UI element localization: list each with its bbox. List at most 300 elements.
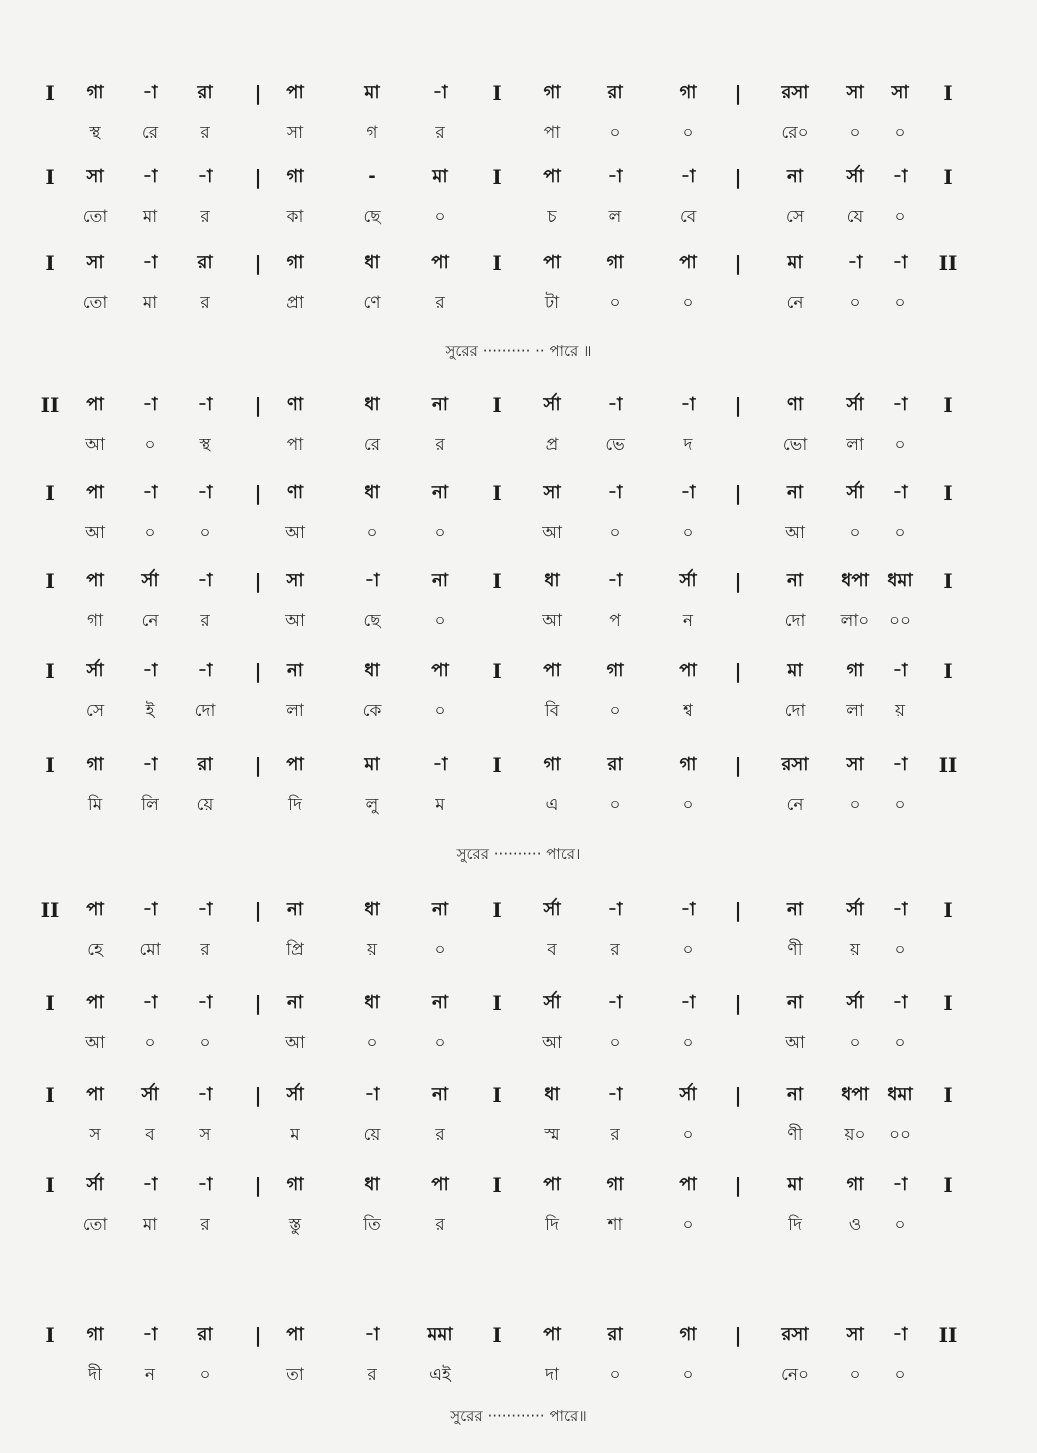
lyric-cell: ০ (366, 523, 378, 543)
note-cell: -া (197, 1174, 213, 1195)
end-barline: I (943, 81, 953, 105)
note-cell: -া (364, 1084, 380, 1105)
note-cell: -া (607, 166, 623, 187)
lyric-cell: তো (82, 293, 108, 313)
barline: I (492, 393, 502, 417)
note-cell: মা (787, 660, 803, 681)
end-barline: II (938, 753, 958, 777)
lyric-cell: রে০ (781, 123, 809, 143)
lyric-cell: আ (85, 1033, 105, 1053)
note-cell: র্সা (543, 992, 561, 1013)
lyric-cell: আ (785, 523, 805, 543)
note-cell: -া (142, 166, 158, 187)
note-cell: -া (607, 482, 623, 503)
note-cell: -া (142, 1324, 158, 1345)
lyric-cell: র (435, 293, 445, 313)
note-cell: পা (543, 252, 561, 273)
lyric-cell: নে০ (780, 1365, 810, 1385)
lyric-cell: ০ (682, 123, 694, 143)
lyric-cell: প্রা (286, 293, 304, 313)
note-cell: -া (197, 1084, 213, 1105)
lyric-cell: ০ (894, 1365, 906, 1385)
lyric-cell: ০ (682, 1365, 694, 1385)
note-cell: র্সা (141, 1084, 159, 1105)
barline: I (492, 1323, 502, 1347)
barline: I (492, 753, 502, 777)
lyric-cell: ০ (434, 207, 446, 227)
lyric-cell: ০ (894, 1033, 906, 1053)
lyric-cell: হে (87, 940, 103, 960)
lyric-cell: আ (85, 523, 105, 543)
lyric-cell: ব (145, 1125, 155, 1145)
note-cell: ধা (544, 570, 560, 591)
lyric-cell: নে (786, 795, 804, 815)
lead-barline: I (45, 753, 55, 777)
lyric-cell: আ (542, 611, 562, 631)
note-cell: পা (86, 570, 104, 591)
barline: | (254, 1083, 262, 1107)
note-cell: সা (86, 252, 104, 273)
note-cell: সা (846, 754, 864, 775)
lyric-cell: লা (846, 701, 864, 721)
lyric-cell: র (435, 435, 445, 455)
note-cell: পা (286, 1324, 304, 1345)
lyric-cell: য় (894, 701, 906, 721)
note-cell: -া (364, 1324, 380, 1345)
lead-barline: I (45, 165, 55, 189)
note-cell: পা (679, 1174, 697, 1195)
note-cell: র্সা (86, 660, 104, 681)
lyric-cell: ণী (787, 1125, 803, 1145)
lyric-cell: ০ (199, 1365, 211, 1385)
lyric-cell: ন (682, 611, 694, 631)
lyric-cell: লু (365, 795, 379, 815)
lyric-cell: লা (286, 701, 304, 721)
lyric-cell: ম (435, 795, 445, 815)
lyric-cell: ব (547, 940, 557, 960)
note-cell: র্সা (141, 570, 159, 591)
note-cell: -া (680, 992, 696, 1013)
lyric-cell: ০ (894, 523, 906, 543)
note-cell: -া (197, 482, 213, 503)
barline: | (734, 1323, 742, 1347)
lyric-cell: র (200, 940, 210, 960)
lyric-cell: ০ (894, 293, 906, 313)
note-cell: না (787, 992, 803, 1013)
note-cell: সা (86, 166, 104, 187)
note-cell: রসা (781, 1324, 809, 1345)
lyric-cell: র (200, 293, 210, 313)
lyric-cell: য় (366, 940, 378, 960)
refrain-line: সুরের ·········· পারে। (456, 845, 581, 863)
lead-barline: I (45, 659, 55, 683)
lead-barline: I (45, 1083, 55, 1107)
barline: I (492, 659, 502, 683)
lyric-cell: ০ (434, 1033, 446, 1053)
lyric-cell: রে (141, 123, 159, 143)
note-cell: গা (543, 82, 561, 103)
note-cell: রা (607, 82, 623, 103)
lyric-cell: ০ (894, 207, 906, 227)
notation-row (0, 162, 1037, 192)
notation-row (0, 1080, 1037, 1110)
barline: | (734, 393, 742, 417)
lyric-cell: আ (542, 1033, 562, 1053)
note-cell: গা (679, 1324, 697, 1345)
note-cell: -া (197, 660, 213, 681)
notation-row (0, 390, 1037, 420)
note-cell: রা (197, 1324, 213, 1345)
note-cell: -া (680, 394, 696, 415)
lyric-cell: ০ (682, 795, 694, 815)
lyric-cell: মা (142, 207, 158, 227)
note-cell: -া (607, 899, 623, 920)
lead-barline: I (45, 569, 55, 593)
lyric-cell: মো (139, 940, 161, 960)
lyric-cell: স্তু (288, 1215, 302, 1235)
lyric-cell: তা (286, 1365, 304, 1385)
barline: | (254, 659, 262, 683)
lyric-cell: ই (145, 701, 155, 721)
lyric-cell: যে (846, 207, 864, 227)
lyric-row (0, 935, 1037, 965)
notation-row (0, 478, 1037, 508)
lyric-cell: লা০ (840, 611, 870, 631)
lyric-cell: ০ (894, 940, 906, 960)
lyric-cell: দো (784, 701, 806, 721)
note-cell: পা (86, 1084, 104, 1105)
lyric-cell: ০ (682, 1033, 694, 1053)
lyric-row (0, 518, 1037, 548)
lyric-cell: র (367, 1365, 377, 1385)
note-cell: পা (543, 1174, 561, 1195)
end-barline: I (943, 898, 953, 922)
lyric-cell: র (435, 1125, 445, 1145)
note-cell: -া (892, 1174, 908, 1195)
lyric-cell: ০ (682, 1215, 694, 1235)
lyric-cell: কা (286, 207, 304, 227)
lyric-cell: ০০ (888, 1125, 912, 1145)
note-cell: পা (679, 252, 697, 273)
note-cell: গা (606, 252, 624, 273)
note-cell: গা (86, 754, 104, 775)
lyric-cell: র (200, 611, 210, 631)
note-cell: -া (892, 1324, 908, 1345)
barline: | (254, 991, 262, 1015)
note-cell: মা (364, 82, 380, 103)
lyric-cell: ০ (434, 523, 446, 543)
note-cell: ধা (364, 992, 380, 1013)
note-cell: রা (197, 252, 213, 273)
lyric-cell: ০ (609, 293, 621, 313)
lead-barline: I (45, 1173, 55, 1197)
barline: | (734, 991, 742, 1015)
note-cell: ণা (786, 394, 804, 415)
lyric-cell: ম (290, 1125, 300, 1145)
note-cell: -া (892, 166, 908, 187)
lyric-row (0, 202, 1037, 232)
lyric-cell: ০ (849, 523, 861, 543)
lyric-cell: গা (86, 611, 104, 631)
lyric-cell: ০ (849, 1033, 861, 1053)
lyric-cell: র (435, 123, 445, 143)
note-cell: না (432, 992, 448, 1013)
lyric-cell: ০ (609, 795, 621, 815)
note-cell: -া (142, 82, 158, 103)
note-cell: সা (286, 570, 304, 591)
note-cell: ধমা (887, 570, 913, 591)
lyric-cell: তো (82, 1215, 108, 1235)
barline: I (492, 1173, 502, 1197)
lyric-row (0, 1360, 1037, 1390)
end-barline: I (943, 991, 953, 1015)
note-cell: রসা (781, 82, 809, 103)
lyric-cell: ০ (682, 1125, 694, 1145)
barline: | (734, 165, 742, 189)
lyric-cell: নে (786, 293, 804, 313)
lyric-cell: বে (679, 207, 697, 227)
note-cell: র্সা (846, 394, 864, 415)
note-cell: না (432, 482, 448, 503)
lyric-cell: তো (82, 207, 108, 227)
note-cell: ধপা (841, 1084, 869, 1105)
note-cell: র্সা (86, 1174, 104, 1195)
lyric-cell: সা (286, 123, 304, 143)
lyric-cell: মা (142, 293, 158, 313)
lyric-row (0, 1210, 1037, 1240)
note-cell: পা (86, 394, 104, 415)
lyric-cell: য় (849, 940, 861, 960)
note-cell: -া (197, 570, 213, 591)
lyric-cell: ০ (609, 1365, 621, 1385)
end-barline: I (943, 569, 953, 593)
lyric-cell: গ (366, 123, 378, 143)
lyric-cell: ০ (894, 795, 906, 815)
lyric-cell: ০ (682, 523, 694, 543)
lyric-cell: ০ (434, 701, 446, 721)
note-cell: -া (847, 252, 863, 273)
lyric-cell: টা (544, 293, 560, 313)
note-cell: পা (286, 754, 304, 775)
lead-barline: I (45, 991, 55, 1015)
note-cell: ণা (286, 394, 304, 415)
note-cell: র্সা (679, 570, 697, 591)
notation-row (0, 1170, 1037, 1200)
lyric-cell: সে (85, 701, 105, 721)
lyric-cell: ০ (849, 293, 861, 313)
barline: I (492, 481, 502, 505)
note-cell: না (432, 394, 448, 415)
barline: | (254, 569, 262, 593)
lyric-cell: প (609, 611, 621, 631)
note-cell: পা (431, 252, 449, 273)
lyric-cell: স্থ (199, 435, 211, 455)
note-cell: র্সা (286, 1084, 304, 1105)
lyric-row (0, 790, 1037, 820)
note-cell: গা (846, 1174, 864, 1195)
lyric-cell: লি (141, 795, 159, 815)
note-cell: -া (432, 82, 448, 103)
lyric-row (0, 1028, 1037, 1058)
lyric-cell: আ (785, 1033, 805, 1053)
note-cell: রসা (781, 754, 809, 775)
lyric-cell: র (200, 207, 210, 227)
end-barline: I (943, 659, 953, 683)
lyric-cell: ০ (144, 523, 156, 543)
lyric-cell: র (610, 1125, 620, 1145)
lyric-cell: ছে (363, 611, 381, 631)
note-cell: রা (607, 1324, 623, 1345)
barline: | (254, 1173, 262, 1197)
lyric-cell: আ (285, 1033, 305, 1053)
lead-barline: I (45, 81, 55, 105)
notation-row (0, 248, 1037, 278)
notation-row (0, 895, 1037, 925)
lyric-cell: য়ে (363, 1125, 381, 1145)
lyric-cell: আ (542, 523, 562, 543)
lyric-cell: ল (608, 207, 622, 227)
note-cell: না (787, 482, 803, 503)
note-cell: না (787, 899, 803, 920)
notation-row (0, 988, 1037, 1018)
lyric-cell: এই (429, 1365, 451, 1385)
note-cell: ধা (364, 1174, 380, 1195)
lyric-cell: ভো (782, 435, 808, 455)
end-barline: I (943, 393, 953, 417)
lyric-cell: ছে (363, 207, 381, 227)
lyric-cell: আ (85, 435, 105, 455)
end-barline: II (938, 1323, 958, 1347)
note-cell: সা (846, 1324, 864, 1345)
barline: | (254, 481, 262, 505)
notation-row (0, 566, 1037, 596)
note-cell: পা (86, 482, 104, 503)
barline: I (492, 165, 502, 189)
lyric-cell: ০ (144, 435, 156, 455)
note-cell: মা (787, 252, 803, 273)
note-cell: না (287, 899, 303, 920)
note-cell: পা (679, 660, 697, 681)
note-cell: -া (680, 482, 696, 503)
note-cell: -া (607, 1084, 623, 1105)
note-cell: না (432, 570, 448, 591)
note-cell: গা (606, 660, 624, 681)
note-cell: ণা (286, 482, 304, 503)
lyric-cell: য়০ (844, 1125, 866, 1145)
note-cell: না (287, 992, 303, 1013)
note-cell: ধা (364, 660, 380, 681)
note-cell: না (432, 1084, 448, 1105)
note-cell: না (787, 166, 803, 187)
lyric-cell: দি (288, 795, 302, 815)
note-cell: -া (892, 899, 908, 920)
lyric-cell: র (200, 1215, 210, 1235)
lyric-cell: মি (87, 795, 103, 815)
end-barline: I (943, 1083, 953, 1107)
lead-barline: II (40, 393, 60, 417)
barline: I (492, 251, 502, 275)
note-cell: -া (142, 754, 158, 775)
note-cell: গা (286, 1174, 304, 1195)
end-barline: I (943, 481, 953, 505)
lyric-cell: ০ (434, 611, 446, 631)
note-cell: পা (543, 166, 561, 187)
note-cell: গা (86, 1324, 104, 1345)
lyric-cell: ০ (609, 701, 621, 721)
lyric-row (0, 118, 1037, 148)
barline: | (254, 393, 262, 417)
lyric-cell: বি (544, 701, 560, 721)
lyric-cell: দো (194, 701, 216, 721)
note-cell: গা (679, 82, 697, 103)
lead-barline: I (45, 1323, 55, 1347)
barline: I (492, 569, 502, 593)
note-cell: পা (431, 1174, 449, 1195)
note-cell: পা (431, 660, 449, 681)
lyric-cell: দ (683, 435, 693, 455)
note-cell: র্সা (846, 482, 864, 503)
note-cell: র্সা (679, 1084, 697, 1105)
refrain-line: সুরের ············ পারে॥ (450, 1407, 587, 1425)
note-cell: ধপা (841, 570, 869, 591)
lyric-cell: ০ (366, 1033, 378, 1053)
lyric-cell: ০ (894, 435, 906, 455)
lyric-cell: প্র (545, 435, 559, 455)
note-cell: পা (543, 660, 561, 681)
lyric-row (0, 288, 1037, 318)
note-cell: -া (680, 899, 696, 920)
note-cell: -া (197, 166, 213, 187)
lyric-cell: দা (545, 1365, 559, 1385)
note-cell: গা (846, 660, 864, 681)
note-cell: -া (197, 394, 213, 415)
lyric-cell: আ (285, 611, 305, 631)
note-cell: পা (86, 992, 104, 1013)
lyric-cell: লা (846, 435, 864, 455)
note-cell: র্সা (846, 166, 864, 187)
barline: | (254, 81, 262, 105)
note-cell: গা (86, 82, 104, 103)
lyric-cell: প্রি (286, 940, 304, 960)
note-cell: -া (142, 899, 158, 920)
note-cell: -া (892, 394, 908, 415)
lyric-cell: ০ (894, 123, 906, 143)
note-cell: গা (286, 252, 304, 273)
note-cell: না (287, 660, 303, 681)
note-cell: -া (892, 992, 908, 1013)
note-cell: মা (364, 754, 380, 775)
lyric-row (0, 696, 1037, 726)
lyric-cell: দী (88, 1365, 102, 1385)
note-cell: -া (142, 992, 158, 1013)
note-cell: না (787, 1084, 803, 1105)
note-cell: ধা (544, 1084, 560, 1105)
barline: | (734, 753, 742, 777)
note-cell: সা (543, 482, 561, 503)
lyric-cell: ০ (849, 123, 861, 143)
lyric-cell: দো (784, 611, 806, 631)
refrain-line: সুরের ·········· ·· পারে ॥ (445, 342, 592, 360)
lyric-cell: দি (545, 1215, 559, 1235)
lyric-cell: ন (144, 1365, 156, 1385)
lyric-cell: ০ (609, 523, 621, 543)
note-cell: -া (197, 899, 213, 920)
notation-row (0, 656, 1037, 686)
note-cell: গা (606, 1174, 624, 1195)
lyric-cell: এ (545, 795, 559, 815)
lyric-cell: শা (607, 1215, 623, 1235)
notation-row (0, 78, 1037, 108)
